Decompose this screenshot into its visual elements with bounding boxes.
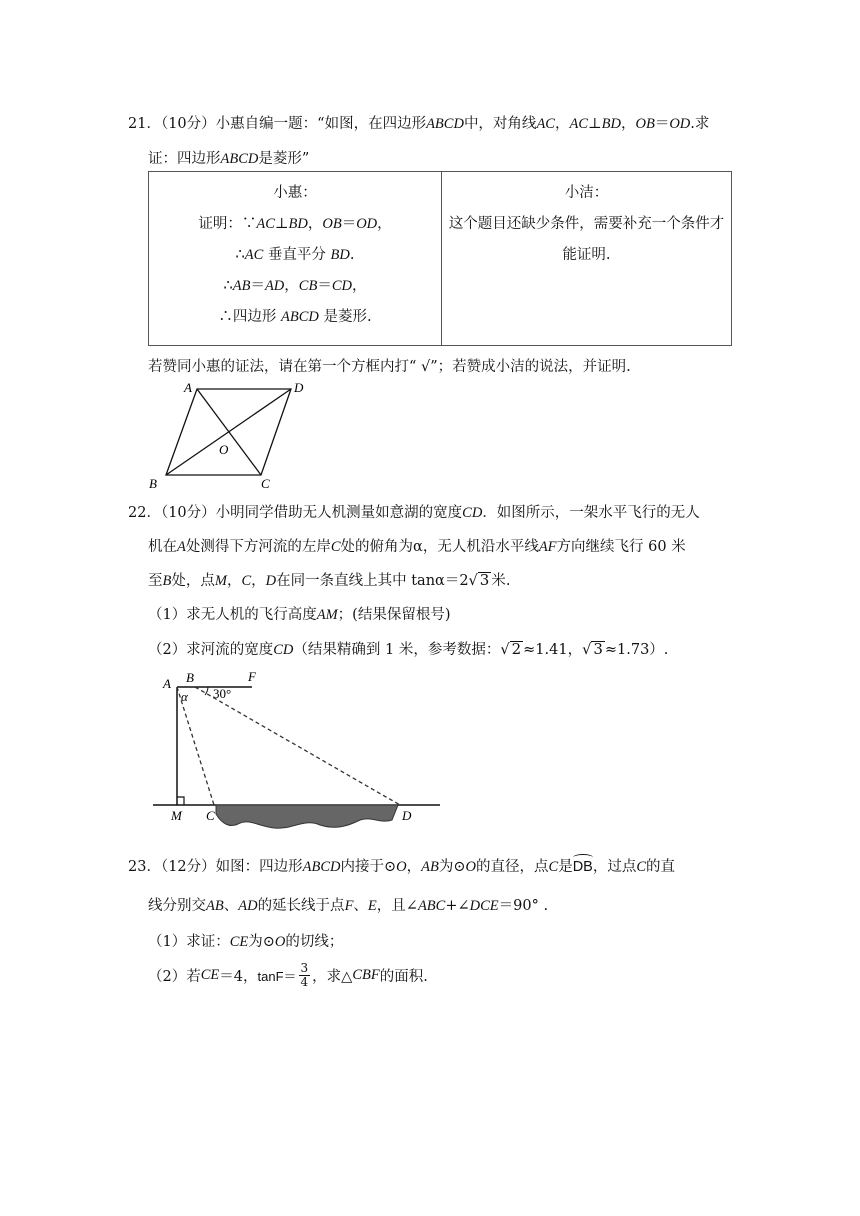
q21-text: ， — [554, 116, 570, 132]
xiaohui-line2: ∴AC 垂直平分 BD. — [235, 247, 355, 263]
xiaohui-title: 小惠： — [273, 185, 317, 201]
var-abcd: ABCD — [426, 116, 464, 132]
q23-line2: 线分别交AB、AD的延长线于点F、E，且∠ABC+∠DCE＝90° . — [148, 898, 549, 914]
q21-points: （10分） — [160, 116, 216, 132]
q22-line1: 22．（10分）小明同学借助无人机测量如意湖的宽度CD．如图所示，一架水平飞行的无人 — [128, 505, 700, 521]
label-a: A — [163, 676, 171, 691]
var-ac: AC — [536, 116, 555, 132]
var-od: OD — [669, 116, 691, 132]
var-abcd: ABCD — [220, 151, 259, 167]
q21-text: 证：四边形 — [148, 151, 221, 167]
q22-points: （10分） — [160, 505, 216, 521]
rhombus-figure — [140, 378, 320, 493]
q22-part2: （2）求河流的宽度CD（结果精确到 1 米，参考数据：√ 2 ≈1.41，√ 3 ≈1.73）. — [148, 640, 669, 658]
q21-text: ， — [620, 116, 636, 132]
label-f: F — [248, 669, 256, 684]
label-c: C — [261, 476, 270, 491]
q21-instruction: 若赞同小惠的证法，请在第一个方框内打“ √”；若赞成小洁的说法，并证明. — [148, 359, 631, 375]
xiaojie-line2: 能证明. — [562, 247, 611, 263]
q23-part1: （1）求证：CE为⊙O的切线； — [148, 934, 344, 950]
xiaojie-title: 小洁： — [564, 185, 609, 201]
fraction-3-4: $\frac{3}{4}$ — [300, 961, 309, 989]
perp-symbol: ⊥ — [588, 116, 602, 132]
q23-part2: （2）若 CE ＝4， tanF＝ $\frac{3}{4}$ ，求△ CBF 的面积. — [148, 961, 428, 989]
q22-line2: 机在A处测得下方河流的左岸C处的俯角为α，无人机沿水平线AF方向继续飞行 60 米 — [148, 539, 686, 555]
sight-line-ac — [177, 687, 214, 805]
xiaohui-cell[interactable] — [149, 172, 442, 346]
sight-line-bd — [195, 687, 400, 805]
q21-text: .求 — [690, 116, 710, 132]
eq-symbol: ＝ — [654, 116, 670, 132]
q23-line1: 23．（12分）如图：四边形ABCD内接于⊙O，AB为⊙O的直径，点C是 DB，过点C的直 — [128, 855, 675, 876]
label-alpha: α — [181, 689, 188, 704]
xiaohui-line4: ∴四边形 ABCD 是菱形. — [218, 309, 372, 325]
comparison-table — [148, 171, 732, 346]
xiaohui-line1: 证明：∵AC⊥BD，OB＝OD， — [198, 216, 392, 232]
var-ac: AC — [569, 116, 588, 132]
label-b: B — [149, 476, 157, 491]
q21-text: 是菱形” — [258, 151, 310, 167]
label-o: O — [219, 442, 229, 457]
lake — [216, 805, 398, 828]
q21-text: 中，对角线 — [463, 116, 537, 132]
xiaojie-line1: 这个题目还缺少条件，需要补充一个条件才 — [448, 216, 725, 232]
right-angle-mark — [177, 797, 184, 805]
q21-number: 21． — [128, 116, 161, 132]
diagonal-bd — [166, 389, 291, 475]
q23-number: 23． — [128, 859, 161, 875]
label-angle-30: 30° — [213, 686, 232, 701]
arc-db: DB — [573, 857, 593, 875]
q22-line3: 至B处，点M，C，D在同一条直线上其中 tanα＝2√ 3 米. — [148, 571, 511, 589]
q22-number: 22． — [128, 505, 161, 521]
label-b: B — [186, 670, 194, 685]
var-ob: OB — [635, 116, 655, 132]
label-d: D — [294, 380, 304, 395]
label-a: A — [184, 380, 192, 395]
label-d: D — [402, 808, 412, 823]
q22-part1: （1）求无人机的飞行高度AM；(结果保留根号) — [148, 607, 451, 623]
label-m: M — [171, 808, 182, 823]
sqrt-3: 3 — [479, 571, 490, 589]
q21-line2 — [148, 147, 309, 168]
xiaojie-cell[interactable] — [442, 172, 732, 346]
q21-line1 — [128, 112, 709, 133]
drone-figure — [150, 668, 450, 830]
sqrt-symbol: √ — [468, 573, 478, 589]
q23-points: （12分） — [160, 859, 216, 875]
xiaohui-line3: ∴AB＝AD，CB＝CD， — [223, 278, 367, 294]
q21-text: 小惠自编一题：“如图，在四边形 — [215, 116, 427, 132]
var-bd: BD — [601, 116, 621, 132]
label-c: C — [206, 808, 215, 823]
